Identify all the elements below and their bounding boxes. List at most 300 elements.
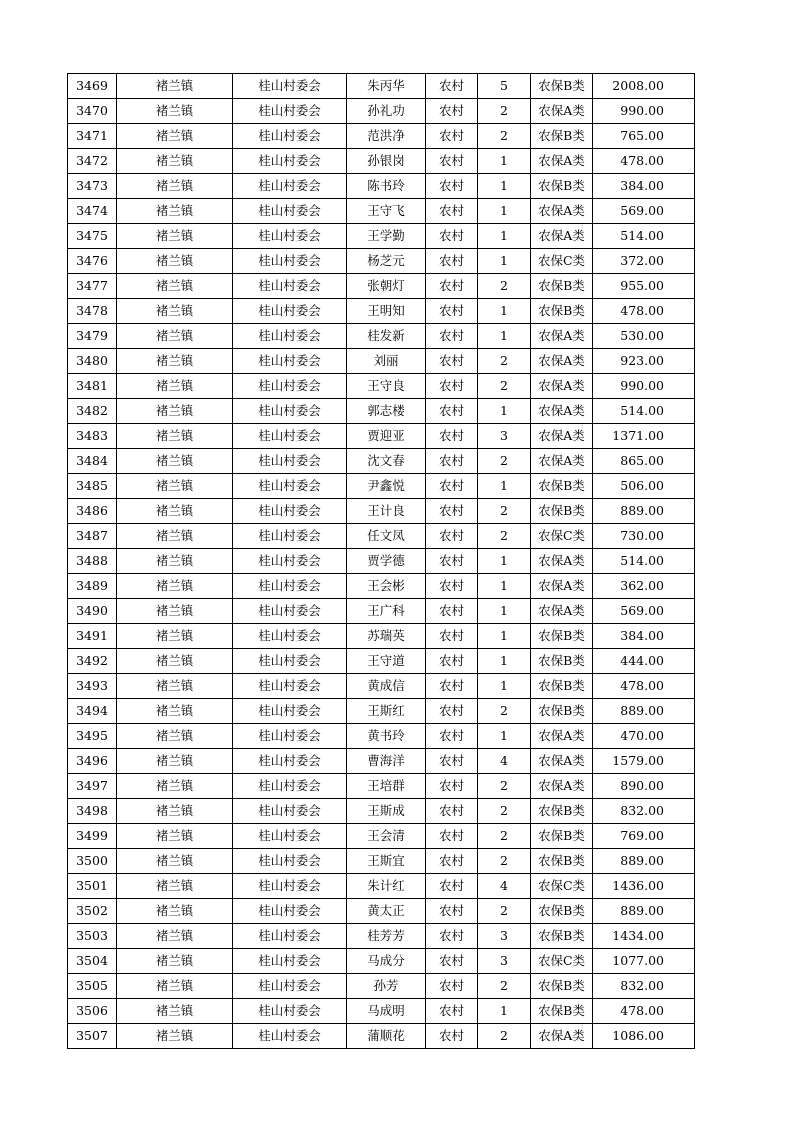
- amount-cell: 889.00: [593, 499, 695, 524]
- amount-cell: 362.00: [593, 574, 695, 599]
- village-committee-cell: 桂山村委会: [233, 99, 347, 124]
- row-number-cell: 3482: [68, 399, 117, 424]
- village-committee-cell: 桂山村委会: [233, 924, 347, 949]
- row-number-cell: 3506: [68, 999, 117, 1024]
- town-cell: 褚兰镇: [117, 149, 233, 174]
- area-type-cell: 农村: [426, 974, 478, 999]
- amount-cell: 765.00: [593, 124, 695, 149]
- table-row: [68, 849, 695, 874]
- town-cell: 褚兰镇: [117, 674, 233, 699]
- row-number-cell: 3493: [68, 674, 117, 699]
- town-cell: 褚兰镇: [117, 649, 233, 674]
- area-type-cell: 农村: [426, 549, 478, 574]
- town-cell: 褚兰镇: [117, 724, 233, 749]
- town-cell: 褚兰镇: [117, 324, 233, 349]
- name-cell: 孙银岗: [347, 149, 426, 174]
- amount-cell: 990.00: [593, 99, 695, 124]
- name-cell: 王明知: [347, 299, 426, 324]
- table-row: [68, 174, 695, 199]
- village-committee-cell: 桂山村委会: [233, 249, 347, 274]
- household-size-cell: 5: [478, 74, 531, 99]
- village-committee-cell: 桂山村委会: [233, 549, 347, 574]
- household-size-cell: 1: [478, 249, 531, 274]
- row-number-cell: 3489: [68, 574, 117, 599]
- insurance-category-cell: 农保B类: [531, 924, 593, 949]
- household-size-cell: 4: [478, 749, 531, 774]
- town-cell: 褚兰镇: [117, 424, 233, 449]
- insurance-category-cell: 农保B类: [531, 624, 593, 649]
- row-number-cell: 3474: [68, 199, 117, 224]
- insurance-category-cell: 农保A类: [531, 349, 593, 374]
- town-cell: 褚兰镇: [117, 449, 233, 474]
- insurance-category-cell: 农保B类: [531, 299, 593, 324]
- village-committee-cell: 桂山村委会: [233, 274, 347, 299]
- village-committee-cell: 桂山村委会: [233, 674, 347, 699]
- insurance-category-cell: 农保B类: [531, 649, 593, 674]
- area-type-cell: 农村: [426, 649, 478, 674]
- town-cell: 褚兰镇: [117, 874, 233, 899]
- town-cell: 褚兰镇: [117, 699, 233, 724]
- name-cell: 王广科: [347, 599, 426, 624]
- name-cell: 王守良: [347, 374, 426, 399]
- town-cell: 褚兰镇: [117, 74, 233, 99]
- household-size-cell: 2: [478, 849, 531, 874]
- area-type-cell: 农村: [426, 924, 478, 949]
- amount-cell: 2008.00: [593, 74, 695, 99]
- village-committee-cell: 桂山村委会: [233, 574, 347, 599]
- village-committee-cell: 桂山村委会: [233, 449, 347, 474]
- insurance-category-cell: 农保A类: [531, 549, 593, 574]
- insurance-category-cell: 农保C类: [531, 524, 593, 549]
- town-cell: 褚兰镇: [117, 799, 233, 824]
- table-row: [68, 524, 695, 549]
- name-cell: 马成分: [347, 949, 426, 974]
- household-size-cell: 3: [478, 424, 531, 449]
- row-number-cell: 3507: [68, 1024, 117, 1049]
- table-row: [68, 324, 695, 349]
- table-row: [68, 574, 695, 599]
- household-size-cell: 1: [478, 674, 531, 699]
- name-cell: 王斯宜: [347, 849, 426, 874]
- table-row: [68, 724, 695, 749]
- insurance-category-cell: 农保A类: [531, 424, 593, 449]
- household-size-cell: 2: [478, 799, 531, 824]
- amount-cell: 955.00: [593, 274, 695, 299]
- amount-cell: 470.00: [593, 724, 695, 749]
- town-cell: 褚兰镇: [117, 499, 233, 524]
- insurance-category-cell: 农保C类: [531, 874, 593, 899]
- household-size-cell: 3: [478, 924, 531, 949]
- table-row: [68, 199, 695, 224]
- row-number-cell: 3479: [68, 324, 117, 349]
- insurance-category-cell: 农保A类: [531, 599, 593, 624]
- insurance-category-cell: 农保C类: [531, 249, 593, 274]
- row-number-cell: 3486: [68, 499, 117, 524]
- table-row: [68, 124, 695, 149]
- name-cell: 黄成信: [347, 674, 426, 699]
- row-number-cell: 3481: [68, 374, 117, 399]
- town-cell: 褚兰镇: [117, 199, 233, 224]
- household-size-cell: 1: [478, 474, 531, 499]
- name-cell: 黄太正: [347, 899, 426, 924]
- town-cell: 褚兰镇: [117, 999, 233, 1024]
- area-type-cell: 农村: [426, 399, 478, 424]
- town-cell: 褚兰镇: [117, 249, 233, 274]
- amount-cell: 1086.00: [593, 1024, 695, 1049]
- amount-cell: 569.00: [593, 599, 695, 624]
- insurance-category-cell: 农保A类: [531, 724, 593, 749]
- insurance-category-cell: 农保A类: [531, 749, 593, 774]
- village-committee-cell: 桂山村委会: [233, 424, 347, 449]
- village-committee-cell: 桂山村委会: [233, 374, 347, 399]
- village-committee-cell: 桂山村委会: [233, 474, 347, 499]
- row-number-cell: 3504: [68, 949, 117, 974]
- area-type-cell: 农村: [426, 274, 478, 299]
- row-number-cell: 3495: [68, 724, 117, 749]
- household-size-cell: 1: [478, 574, 531, 599]
- table-body: [68, 74, 695, 1049]
- household-size-cell: 2: [478, 99, 531, 124]
- table-row: [68, 99, 695, 124]
- insurance-category-cell: 农保A类: [531, 449, 593, 474]
- name-cell: 贾学德: [347, 549, 426, 574]
- household-size-cell: 1: [478, 999, 531, 1024]
- table-row: [68, 699, 695, 724]
- table-row: [68, 149, 695, 174]
- household-size-cell: 4: [478, 874, 531, 899]
- town-cell: 褚兰镇: [117, 899, 233, 924]
- town-cell: 褚兰镇: [117, 924, 233, 949]
- row-number-cell: 3472: [68, 149, 117, 174]
- household-size-cell: 2: [478, 349, 531, 374]
- name-cell: 王斯红: [347, 699, 426, 724]
- name-cell: 黄书玲: [347, 724, 426, 749]
- amount-cell: 923.00: [593, 349, 695, 374]
- household-size-cell: 3: [478, 949, 531, 974]
- amount-cell: 1579.00: [593, 749, 695, 774]
- insurance-category-cell: 农保B类: [531, 699, 593, 724]
- table-row: [68, 824, 695, 849]
- insurance-category-cell: 农保B类: [531, 474, 593, 499]
- household-size-cell: 2: [478, 824, 531, 849]
- village-committee-cell: 桂山村委会: [233, 199, 347, 224]
- household-size-cell: 1: [478, 324, 531, 349]
- area-type-cell: 农村: [426, 199, 478, 224]
- amount-cell: 1077.00: [593, 949, 695, 974]
- amount-cell: 889.00: [593, 699, 695, 724]
- name-cell: 桂芳芳: [347, 924, 426, 949]
- amount-cell: 478.00: [593, 999, 695, 1024]
- amount-cell: 478.00: [593, 674, 695, 699]
- insurance-category-cell: 农保B类: [531, 124, 593, 149]
- row-number-cell: 3491: [68, 624, 117, 649]
- town-cell: 褚兰镇: [117, 274, 233, 299]
- row-number-cell: 3502: [68, 899, 117, 924]
- row-number-cell: 3503: [68, 924, 117, 949]
- amount-cell: 889.00: [593, 899, 695, 924]
- amount-cell: 832.00: [593, 974, 695, 999]
- row-number-cell: 3505: [68, 974, 117, 999]
- village-committee-cell: 桂山村委会: [233, 699, 347, 724]
- table-row: [68, 374, 695, 399]
- row-number-cell: 3490: [68, 599, 117, 624]
- amount-cell: 530.00: [593, 324, 695, 349]
- name-cell: 朱计红: [347, 874, 426, 899]
- area-type-cell: 农村: [426, 99, 478, 124]
- town-cell: 褚兰镇: [117, 949, 233, 974]
- insurance-category-cell: 农保A类: [531, 199, 593, 224]
- village-committee-cell: 桂山村委会: [233, 399, 347, 424]
- table-row: [68, 499, 695, 524]
- town-cell: 褚兰镇: [117, 349, 233, 374]
- table-row: [68, 274, 695, 299]
- insurance-category-cell: 农保C类: [531, 949, 593, 974]
- name-cell: 杨芝元: [347, 249, 426, 274]
- village-committee-cell: 桂山村委会: [233, 124, 347, 149]
- town-cell: 褚兰镇: [117, 474, 233, 499]
- amount-cell: 890.00: [593, 774, 695, 799]
- row-number-cell: 3492: [68, 649, 117, 674]
- area-type-cell: 农村: [426, 949, 478, 974]
- household-size-cell: 2: [478, 524, 531, 549]
- name-cell: 蒲顺花: [347, 1024, 426, 1049]
- table-row: [68, 399, 695, 424]
- area-type-cell: 农村: [426, 899, 478, 924]
- village-committee-cell: 桂山村委会: [233, 299, 347, 324]
- insurance-category-cell: 农保A类: [531, 99, 593, 124]
- village-committee-cell: 桂山村委会: [233, 224, 347, 249]
- insurance-category-cell: 农保A类: [531, 399, 593, 424]
- row-number-cell: 3488: [68, 549, 117, 574]
- village-committee-cell: 桂山村委会: [233, 849, 347, 874]
- name-cell: 尹鑫悦: [347, 474, 426, 499]
- area-type-cell: 农村: [426, 799, 478, 824]
- household-size-cell: 2: [478, 449, 531, 474]
- name-cell: 贾迎亚: [347, 424, 426, 449]
- household-size-cell: 2: [478, 499, 531, 524]
- amount-cell: 865.00: [593, 449, 695, 474]
- amount-cell: 514.00: [593, 224, 695, 249]
- insurance-category-cell: 农保B类: [531, 674, 593, 699]
- amount-cell: 569.00: [593, 199, 695, 224]
- table-row: [68, 974, 695, 999]
- insurance-category-cell: 农保B类: [531, 899, 593, 924]
- town-cell: 褚兰镇: [117, 599, 233, 624]
- insurance-category-cell: 农保B类: [531, 799, 593, 824]
- row-number-cell: 3477: [68, 274, 117, 299]
- name-cell: 马成明: [347, 999, 426, 1024]
- town-cell: 褚兰镇: [117, 974, 233, 999]
- name-cell: 王守飞: [347, 199, 426, 224]
- village-committee-cell: 桂山村委会: [233, 499, 347, 524]
- table-row: [68, 624, 695, 649]
- name-cell: 孙礼功: [347, 99, 426, 124]
- name-cell: 陈书玲: [347, 174, 426, 199]
- amount-cell: 730.00: [593, 524, 695, 549]
- area-type-cell: 农村: [426, 599, 478, 624]
- area-type-cell: 农村: [426, 299, 478, 324]
- name-cell: 郭志楼: [347, 399, 426, 424]
- row-number-cell: 3499: [68, 824, 117, 849]
- amount-cell: 372.00: [593, 249, 695, 274]
- amount-cell: 384.00: [593, 624, 695, 649]
- row-number-cell: 3473: [68, 174, 117, 199]
- village-committee-cell: 桂山村委会: [233, 74, 347, 99]
- town-cell: 褚兰镇: [117, 299, 233, 324]
- name-cell: 孙芳: [347, 974, 426, 999]
- name-cell: 王计良: [347, 499, 426, 524]
- table-row: [68, 474, 695, 499]
- table-row: [68, 949, 695, 974]
- name-cell: 王学勤: [347, 224, 426, 249]
- amount-cell: 506.00: [593, 474, 695, 499]
- area-type-cell: 农村: [426, 474, 478, 499]
- area-type-cell: 农村: [426, 349, 478, 374]
- name-cell: 王守道: [347, 649, 426, 674]
- town-cell: 褚兰镇: [117, 1024, 233, 1049]
- insurance-category-cell: 农保B类: [531, 824, 593, 849]
- row-number-cell: 3501: [68, 874, 117, 899]
- household-size-cell: 1: [478, 624, 531, 649]
- household-size-cell: 2: [478, 899, 531, 924]
- area-type-cell: 农村: [426, 249, 478, 274]
- name-cell: 桂发新: [347, 324, 426, 349]
- amount-cell: 1436.00: [593, 874, 695, 899]
- amount-cell: 769.00: [593, 824, 695, 849]
- town-cell: 褚兰镇: [117, 849, 233, 874]
- row-number-cell: 3470: [68, 99, 117, 124]
- household-size-cell: 2: [478, 374, 531, 399]
- name-cell: 王会彬: [347, 574, 426, 599]
- name-cell: 王培群: [347, 774, 426, 799]
- insurance-category-cell: 农保B类: [531, 274, 593, 299]
- row-number-cell: 3497: [68, 774, 117, 799]
- insurance-category-cell: 农保A类: [531, 224, 593, 249]
- household-size-cell: 1: [478, 299, 531, 324]
- area-type-cell: 农村: [426, 124, 478, 149]
- village-committee-cell: 桂山村委会: [233, 949, 347, 974]
- village-committee-cell: 桂山村委会: [233, 899, 347, 924]
- town-cell: 褚兰镇: [117, 99, 233, 124]
- area-type-cell: 农村: [426, 174, 478, 199]
- area-type-cell: 农村: [426, 774, 478, 799]
- area-type-cell: 农村: [426, 499, 478, 524]
- insurance-category-cell: 农保B类: [531, 999, 593, 1024]
- household-size-cell: 1: [478, 649, 531, 674]
- insurance-category-cell: 农保B类: [531, 74, 593, 99]
- household-size-cell: 2: [478, 974, 531, 999]
- row-number-cell: 3494: [68, 699, 117, 724]
- area-type-cell: 农村: [426, 824, 478, 849]
- amount-cell: 514.00: [593, 399, 695, 424]
- amount-cell: 1371.00: [593, 424, 695, 449]
- table-row: [68, 774, 695, 799]
- table-row: [68, 224, 695, 249]
- insurance-category-cell: 农保B类: [531, 499, 593, 524]
- table-row: [68, 549, 695, 574]
- amount-cell: 384.00: [593, 174, 695, 199]
- town-cell: 褚兰镇: [117, 624, 233, 649]
- household-size-cell: 1: [478, 399, 531, 424]
- village-committee-cell: 桂山村委会: [233, 624, 347, 649]
- household-size-cell: 1: [478, 724, 531, 749]
- village-committee-cell: 桂山村委会: [233, 999, 347, 1024]
- village-committee-cell: 桂山村委会: [233, 649, 347, 674]
- village-committee-cell: 桂山村委会: [233, 874, 347, 899]
- insurance-category-cell: 农保A类: [531, 374, 593, 399]
- name-cell: 张朝灯: [347, 274, 426, 299]
- household-size-cell: 1: [478, 224, 531, 249]
- amount-cell: 514.00: [593, 549, 695, 574]
- name-cell: 刘丽: [347, 349, 426, 374]
- household-size-cell: 2: [478, 274, 531, 299]
- household-size-cell: 1: [478, 199, 531, 224]
- area-type-cell: 农村: [426, 449, 478, 474]
- table-row: [68, 1024, 695, 1049]
- area-type-cell: 农村: [426, 624, 478, 649]
- village-committee-cell: 桂山村委会: [233, 524, 347, 549]
- table-row: [68, 649, 695, 674]
- area-type-cell: 农村: [426, 149, 478, 174]
- area-type-cell: 农村: [426, 74, 478, 99]
- row-number-cell: 3500: [68, 849, 117, 874]
- area-type-cell: 农村: [426, 1024, 478, 1049]
- area-type-cell: 农村: [426, 674, 478, 699]
- village-committee-cell: 桂山村委会: [233, 1024, 347, 1049]
- row-number-cell: 3480: [68, 349, 117, 374]
- amount-cell: 1434.00: [593, 924, 695, 949]
- table-row: [68, 349, 695, 374]
- town-cell: 褚兰镇: [117, 574, 233, 599]
- village-committee-cell: 桂山村委会: [233, 149, 347, 174]
- town-cell: 褚兰镇: [117, 824, 233, 849]
- household-size-cell: 1: [478, 599, 531, 624]
- town-cell: 褚兰镇: [117, 399, 233, 424]
- amount-cell: 889.00: [593, 849, 695, 874]
- name-cell: 苏瑞英: [347, 624, 426, 649]
- village-committee-cell: 桂山村委会: [233, 174, 347, 199]
- table-row: [68, 899, 695, 924]
- town-cell: 褚兰镇: [117, 524, 233, 549]
- table-row: [68, 299, 695, 324]
- name-cell: 沈文春: [347, 449, 426, 474]
- row-number-cell: 3483: [68, 424, 117, 449]
- name-cell: 王会清: [347, 824, 426, 849]
- amount-cell: 478.00: [593, 149, 695, 174]
- amount-cell: 990.00: [593, 374, 695, 399]
- household-size-cell: 2: [478, 1024, 531, 1049]
- name-cell: 朱丙华: [347, 74, 426, 99]
- insurance-category-cell: 农保B类: [531, 849, 593, 874]
- household-size-cell: 1: [478, 549, 531, 574]
- amount-cell: 832.00: [593, 799, 695, 824]
- town-cell: 褚兰镇: [117, 374, 233, 399]
- town-cell: 褚兰镇: [117, 549, 233, 574]
- table-row: [68, 449, 695, 474]
- area-type-cell: 农村: [426, 874, 478, 899]
- name-cell: 曹海洋: [347, 749, 426, 774]
- table-row: [68, 999, 695, 1024]
- insurance-category-cell: 农保A类: [531, 1024, 593, 1049]
- row-number-cell: 3478: [68, 299, 117, 324]
- town-cell: 褚兰镇: [117, 774, 233, 799]
- row-number-cell: 3471: [68, 124, 117, 149]
- row-number-cell: 3484: [68, 449, 117, 474]
- area-type-cell: 农村: [426, 374, 478, 399]
- household-size-cell: 2: [478, 124, 531, 149]
- household-size-cell: 2: [478, 699, 531, 724]
- insurance-category-cell: 农保A类: [531, 574, 593, 599]
